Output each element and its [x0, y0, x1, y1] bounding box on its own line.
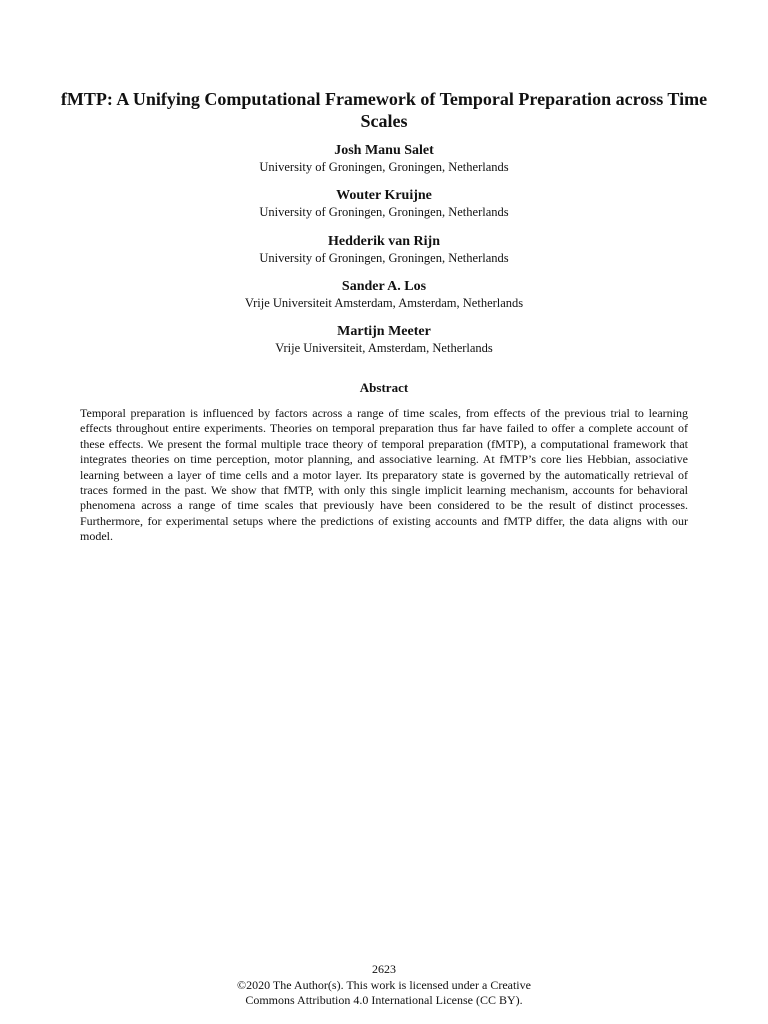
page-number: 2623 — [372, 962, 396, 976]
paper-title: fMTP: A Unifying Computational Framework of Temporal Preparation across Time Scales — [60, 89, 708, 131]
author-block — [60, 233, 708, 278]
author-block — [60, 187, 708, 232]
author-name: Sander A. Los — [341, 278, 427, 294]
abstract-text: Temporal preparation is influenced by factors across a range of time scales, from effects of the previous trial to learning effects throughout entire experiments. Theories on temporal preparation thus far have failed to offer a complete account of these effects. We present the formal multiple trace theory of temporal preparation (fMTP), a computational framework that integrates theories on time perception, motor planning, and associative learning. At fMTP’s core lies Hebbian, associative learning between a layer of time cells and a motor layer. Its preparatory state is governed by the automatically retrieval of traces formed in the past. We show that fMTP, with only this single implicit learning mechanism, accounts for behavioral phenomena across a range of time scales that previously have been considered to be the result of distinct processes. Furthermore, for experimental setups where the predictions of existing accounts and fMTP differ, the data aligns with our model. — [80, 406, 688, 544]
author-list — [60, 142, 708, 368]
license-text-line-1: ©2020 The Author(s). This work is licensed under a Creative — [237, 977, 531, 992]
page-footer — [60, 962, 708, 1009]
author-affiliation: University of Groningen, Groningen, Netherlands — [259, 205, 509, 220]
author-block — [60, 278, 708, 323]
author-block — [60, 142, 708, 187]
author-name: Martijn Meeter — [337, 324, 431, 339]
author-affiliation: Vrije Universiteit Amsterdam, Amsterdam, Netherlands — [244, 295, 524, 310]
license-text-line-2: Commons Attribution 4.0 International License (CC BY). — [245, 993, 523, 1007]
abstract-heading: Abstract — [359, 380, 409, 395]
author-name: Hedderik van Rijn — [327, 233, 440, 249]
author-affiliation: University of Groningen, Groningen, Netherlands — [259, 250, 509, 265]
author-name: Josh Manu Salet — [334, 143, 434, 158]
author-affiliation: Vrije Universiteit, Amsterdam, Netherlands — [275, 341, 493, 355]
author-block — [60, 323, 708, 368]
author-name: Wouter Kruijne — [336, 188, 432, 204]
author-affiliation: University of Groningen, Groningen, Netherlands — [259, 160, 509, 174]
